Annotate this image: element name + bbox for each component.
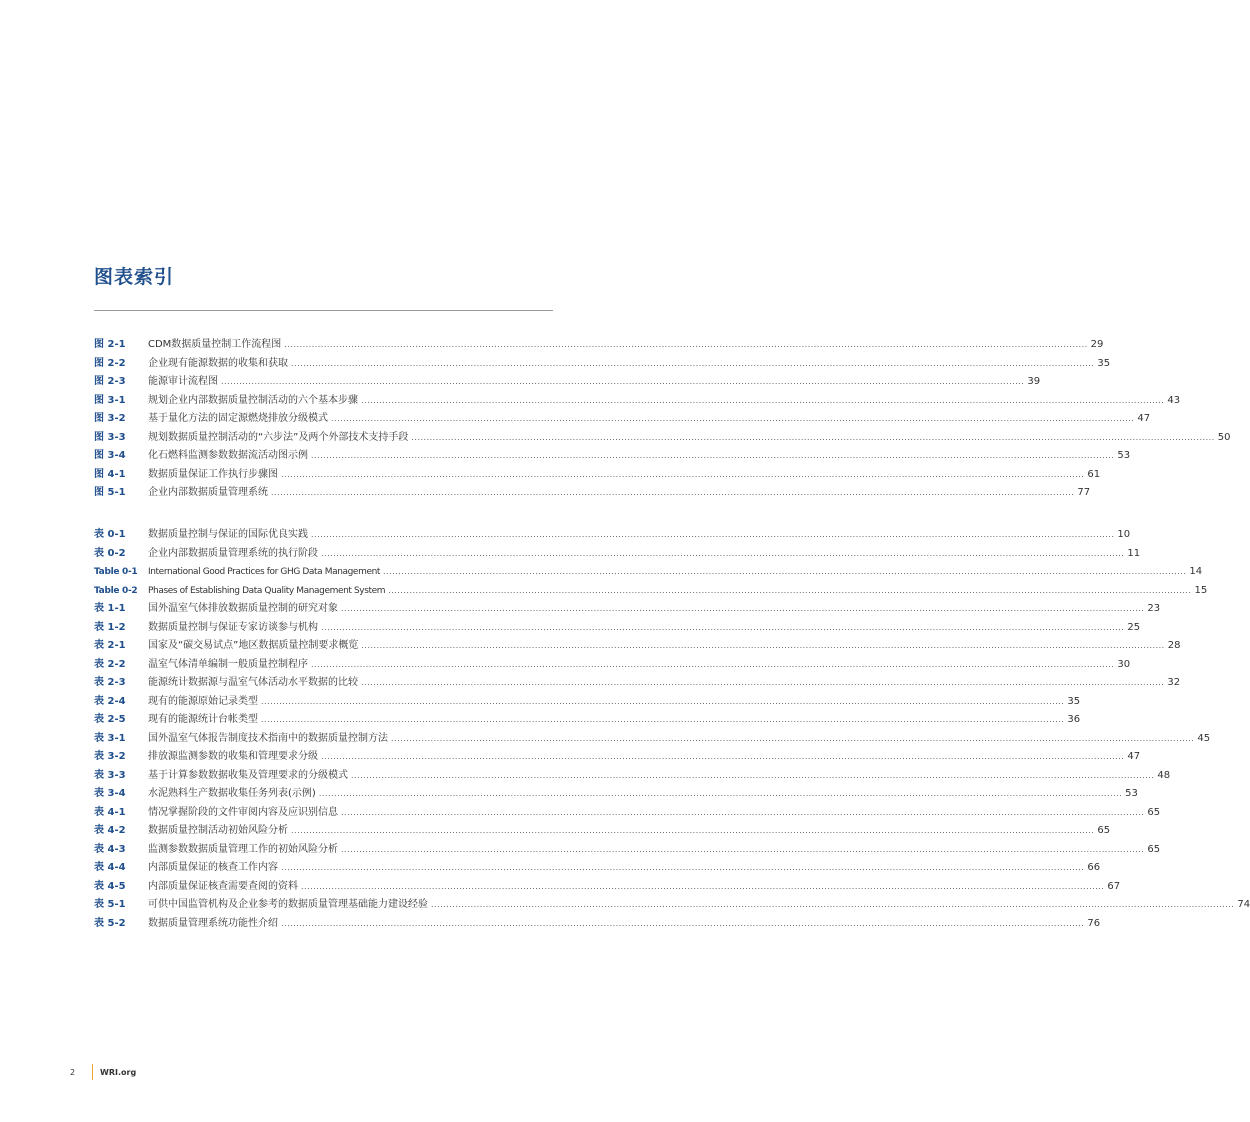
entry-title: 数据质量保证工作执行步骤图 [148, 468, 278, 480]
entry-page-number: 36 [1067, 714, 1081, 725]
entry-title: 数据质量控制与保证专家访谈参与机构 [148, 621, 318, 633]
dot-leader [341, 804, 1144, 823]
entry-title: 数据质量控制活动初始风险分析 [148, 825, 288, 836]
entry-title: 排放源监测参数的收集和管理要求分级 [148, 751, 318, 762]
index-entry[interactable] [94, 674, 1181, 693]
entry-page-number: 35 [1097, 357, 1111, 369]
index-entry[interactable] [94, 563, 1203, 582]
index-entry[interactable] [94, 656, 1131, 675]
table-index-list [94, 526, 1250, 933]
entry-label: 图 2-2 [94, 357, 126, 369]
entry-title: Phases of Establishing Data Quality Management System [148, 585, 386, 596]
entry-label: 表 0-1 [94, 529, 126, 540]
entry-label: 图 2-1 [94, 339, 126, 350]
entry-page-number: 25 [1127, 621, 1141, 633]
entry-page-number: 23 [1147, 603, 1161, 614]
entry-title: 基于计算参数数据收集及管理要求的分级模式 [148, 769, 348, 781]
index-entry[interactable] [94, 484, 1091, 503]
index-entry[interactable] [94, 582, 1208, 601]
dot-leader [281, 466, 1084, 485]
entry-title: 化石燃料监测参数数据流活动图示例 [148, 450, 308, 461]
index-entry[interactable] [94, 526, 1131, 545]
dot-leader [361, 392, 1164, 411]
entry-title: 内部质量保证核查需要查阅的资料 [148, 880, 298, 892]
entry-page-number: 43 [1167, 394, 1181, 406]
dot-leader [261, 693, 1064, 712]
dot-leader [331, 410, 1134, 429]
entry-label: Table 0-2 [94, 585, 138, 596]
footer-divider [92, 1064, 93, 1080]
entry-page-number: 14 [1189, 566, 1203, 577]
entry-title: 国家及“碳交易试点”地区数据质量控制要求概览 [148, 640, 359, 651]
index-entry[interactable] [94, 859, 1101, 878]
entry-page-number: 39 [1027, 376, 1041, 387]
entry-label: 表 3-4 [94, 788, 126, 799]
title-divider [94, 310, 553, 311]
entry-page-number: 50 [1217, 431, 1231, 443]
dot-leader [388, 582, 1191, 601]
entry-page-number: 32 [1167, 677, 1181, 688]
entry-page-number: 65 [1147, 806, 1161, 818]
entry-title: 现有的能源原始记录类型 [148, 695, 258, 707]
dot-leader [291, 822, 1094, 841]
entry-label: 表 4-4 [94, 862, 126, 873]
index-entry[interactable] [94, 748, 1141, 767]
index-entry[interactable] [94, 545, 1141, 564]
dot-leader [281, 915, 1084, 934]
entry-label: 表 2-2 [94, 658, 126, 670]
entry-title: 基于量化方法的固定源燃烧排放分级模式 [148, 413, 328, 424]
entry-title: 内部质量保证的核查工作内容 [148, 862, 278, 873]
entry-page-number: 65 [1097, 825, 1111, 836]
dot-leader [291, 355, 1094, 374]
entry-label: 表 2-4 [94, 695, 126, 707]
dot-leader [261, 711, 1064, 730]
dot-leader [319, 785, 1122, 804]
entry-title: 监测参数数据质量管理工作的初始风险分析 [148, 843, 338, 855]
index-entry[interactable] [94, 466, 1101, 485]
entry-title: 规划数据质量控制活动的“六步法”及两个外部技术支持手段 [148, 431, 409, 443]
dot-leader [311, 447, 1114, 466]
index-entry[interactable] [94, 693, 1081, 712]
page-title: 图表索引 [94, 266, 175, 288]
entry-page-number: 35 [1067, 695, 1081, 707]
dot-leader [383, 563, 1186, 582]
entry-label: 图 2-3 [94, 376, 126, 387]
index-entry[interactable] [94, 767, 1171, 786]
index-entry[interactable] [94, 410, 1151, 429]
entry-title: 规划企业内部数据质量控制活动的六个基本步骤 [148, 394, 358, 406]
dot-leader [361, 637, 1164, 656]
entry-title: 温室气体清单编制一般质量控制程序 [148, 658, 308, 670]
entry-page-number: 28 [1167, 640, 1181, 651]
index-entry[interactable] [94, 711, 1081, 730]
entry-title: 现有的能源统计台帐类型 [148, 714, 258, 725]
index-entry[interactable] [94, 637, 1181, 656]
entry-page-number: 53 [1117, 450, 1131, 461]
dot-leader [221, 373, 1024, 392]
entry-title: 能源统计数据源与温室气体活动水平数据的比较 [148, 677, 358, 688]
dot-leader [281, 859, 1084, 878]
entry-label: 图 3-3 [94, 431, 126, 443]
site-link[interactable]: WRI.org [100, 1067, 137, 1077]
entry-label: 图 5-1 [94, 487, 126, 498]
dot-leader [351, 767, 1154, 786]
dot-leader [431, 896, 1234, 915]
index-entry[interactable] [94, 392, 1181, 411]
entry-title: 企业内部数据质量管理系统 [148, 487, 268, 498]
entry-page-number: 15 [1194, 584, 1208, 596]
entry-label: 表 4-1 [94, 806, 126, 818]
entry-label: 表 2-5 [94, 714, 126, 725]
entry-page-number: 48 [1157, 769, 1171, 781]
entry-page-number: 47 [1127, 751, 1141, 762]
entry-page-number: 47 [1137, 413, 1151, 424]
entry-page-number: 61 [1087, 468, 1101, 480]
dot-leader [284, 336, 1087, 355]
entry-page-number: 74 [1237, 899, 1250, 910]
dot-leader [341, 600, 1144, 619]
entry-page-number: 30 [1117, 658, 1131, 670]
dot-leader [311, 526, 1114, 545]
dot-leader [301, 878, 1104, 897]
entry-title: 企业现有能源数据的收集和获取 [148, 357, 288, 369]
entry-label: 图 3-2 [94, 413, 126, 424]
dot-leader [391, 730, 1194, 749]
entry-label: 表 5-1 [94, 899, 126, 910]
entry-label: 表 1-2 [94, 621, 126, 633]
entry-page-number: 76 [1087, 917, 1101, 929]
entry-label: Table 0-1 [94, 567, 138, 577]
entry-label: 图 3-1 [94, 394, 126, 406]
index-entry[interactable] [94, 730, 1211, 749]
dot-leader [311, 656, 1114, 675]
page-footer [70, 1063, 136, 1081]
index-entry[interactable] [94, 804, 1161, 823]
dot-leader [321, 619, 1124, 638]
entry-page-number: 65 [1147, 843, 1161, 855]
entry-label: 表 4-5 [94, 880, 126, 892]
entry-page-number: 66 [1087, 862, 1101, 873]
entry-title: 能源审计流程图 [148, 376, 218, 387]
page-number: 2 [70, 1067, 76, 1077]
entry-label: 表 1-1 [94, 603, 126, 614]
index-entry[interactable] [94, 336, 1104, 355]
entry-label: 表 3-2 [94, 751, 126, 762]
dot-leader [321, 545, 1124, 564]
entry-title: 数据质量管理系统功能性介绍 [148, 917, 278, 929]
entry-label: 表 3-1 [94, 732, 126, 744]
entry-page-number: 77 [1077, 487, 1091, 498]
entry-title: 企业内部数据质量管理系统的执行阶段 [148, 547, 318, 559]
index-entry[interactable] [94, 878, 1121, 897]
entry-page-number: 45 [1197, 732, 1211, 744]
entry-title: International Good Practices for GHG Data Management [148, 567, 381, 577]
dot-leader [361, 674, 1164, 693]
entry-title: 水泥熟料生产数据收集任务列表(示例) [148, 788, 316, 799]
index-entry[interactable] [94, 429, 1231, 448]
entry-label: 表 4-3 [94, 843, 126, 855]
index-entry[interactable] [94, 841, 1161, 860]
entry-label: 表 5-2 [94, 917, 126, 929]
index-entry[interactable] [94, 600, 1161, 619]
entry-page-number: 10 [1117, 529, 1131, 540]
entry-label: 图 4-1 [94, 468, 126, 480]
entry-title: 可供中国监管机构及企业参考的数据质量管理基础能力建设经验 [148, 899, 428, 910]
entry-title: 国外温室气体报告制度技术指南中的数据质量控制方法 [148, 732, 388, 744]
entry-label: 表 0-2 [94, 547, 126, 559]
index-entry[interactable] [94, 619, 1141, 638]
figure-index-list [94, 336, 1231, 503]
dot-leader [271, 484, 1074, 503]
dot-leader [411, 429, 1214, 448]
index-entry[interactable] [94, 896, 1250, 915]
entry-page-number: 53 [1125, 788, 1138, 799]
index-entry[interactable] [94, 822, 1111, 841]
index-entry[interactable] [94, 373, 1041, 392]
entry-page-number: 29 [1090, 339, 1104, 350]
entry-page-number: 11 [1127, 547, 1141, 559]
entry-label: 表 2-3 [94, 677, 126, 688]
entry-title: 数据质量控制与保证的国际优良实践 [148, 529, 308, 540]
entry-title: CDM数据质量控制工作流程图 [148, 339, 282, 350]
entry-label: 表 3-3 [94, 769, 126, 781]
entry-label: 表 2-1 [94, 640, 126, 651]
entry-page-number: 67 [1107, 880, 1121, 892]
index-entry[interactable] [94, 447, 1131, 466]
entry-title: 国外温室气体排放数据质量控制的研究对象 [148, 603, 338, 614]
entry-label: 图 3-4 [94, 450, 126, 461]
index-entry[interactable] [94, 785, 1138, 804]
index-entry[interactable] [94, 915, 1101, 934]
entry-label: 表 4-2 [94, 825, 126, 836]
index-entry[interactable] [94, 355, 1111, 374]
dot-leader [341, 841, 1144, 860]
dot-leader [321, 748, 1124, 767]
entry-title: 情况掌握阶段的文件审阅内容及应识别信息 [148, 806, 338, 818]
